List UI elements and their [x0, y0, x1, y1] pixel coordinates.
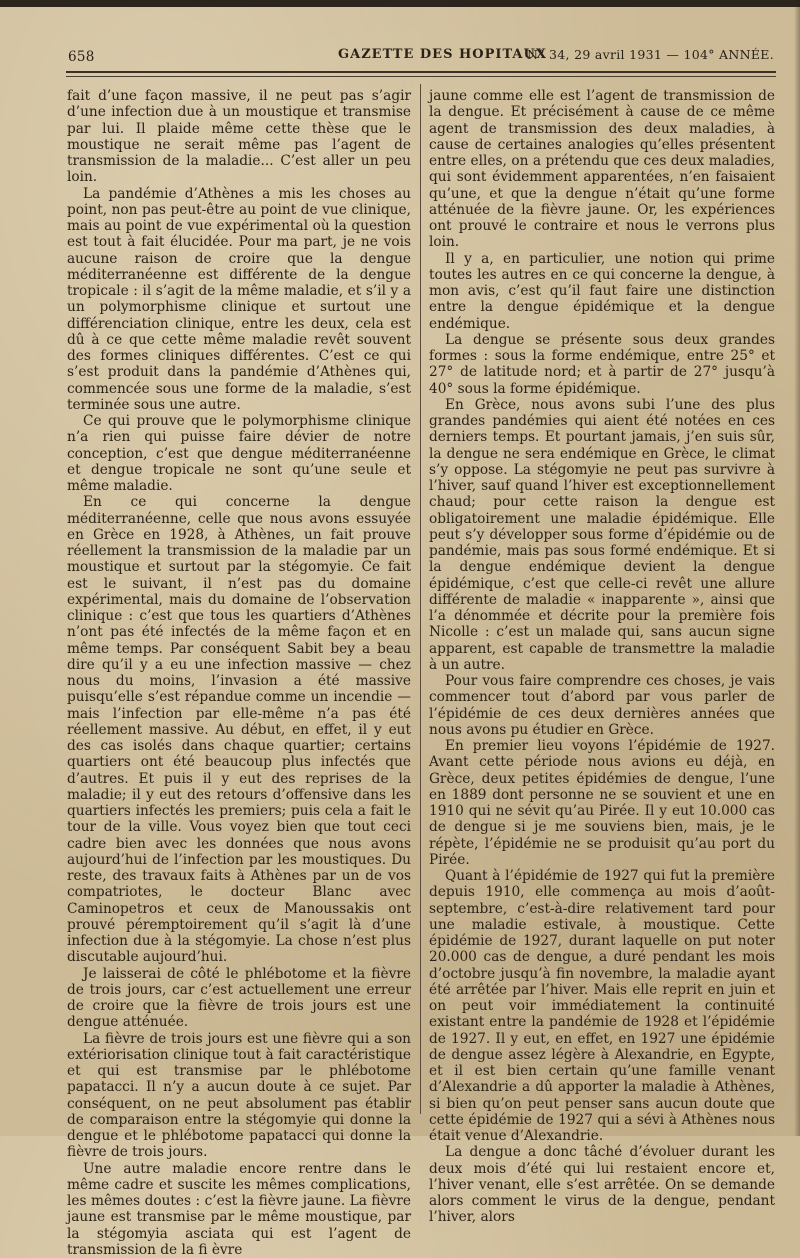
journal-title: GAZETTE DES HOPITAUX	[338, 47, 547, 62]
scan-top-edge	[0, 0, 800, 7]
header-rule	[66, 71, 776, 73]
paragraph: La dengue a donc tâché d’évoluer durant les deux mois d’été qui lui restaient encore et, l’hiver venant, elle s’est arrêtée. On se demande alors comment le virus de la dengue, pendant l’hiver, alors	[429, 1144, 775, 1225]
paragraph: La pandémie d’Athènes a mis les choses au point, non pas peut-être au point de vue clinique, mais au point de vue expérimental où la question est tout à fait élucidée. Pour ma part, je ne vois aucune raison de croire que la dengue méditerranéenne est différente de la dengue tropicale : il s’agit de la même maladie, et s’il y a un polymorphisme clinique et surtout une différenciation clinique, entre les deux, cela est dû à ce que cette même maladie revêt souvent des formes cliniques différentes. C’est ce qui s’est produit dans la pandémie d’Athènes qui, commencée sous une forme de la maladie, s’est terminée sous une autre.	[67, 186, 411, 414]
issue-info: N° 34, 29 avril 1931 — 104° ANNÉE.	[527, 47, 774, 62]
paragraph: fait d’une façon massive, il ne peut pas s’agir d’une infection due à un moustique et transmise par lui. Il plaide même cette thèse que le moustique ne serait même pas l’agent de transmission de la maladie... C’est aller un peu loin.	[67, 88, 411, 186]
right-column	[429, 88, 775, 1226]
scan-right-edge	[794, 0, 800, 1136]
paragraph: Je laisserai de côté le phlébotome et la fièvre de trois jours, car c’est actuellement une erreur de croire que la fièvre de trois jours est une dengue atténuée.	[67, 966, 411, 1031]
paragraph: Quant à l’épidémie de 1927 qui fut la première depuis 1910, elle commença au mois d’août-septembre, c’est-à-dire relativement tard pour une maladie estivale, à moustique. Cette épidémie de 1927, durant laquelle on put noter 20.000 cas de dengue, a duré pendant les mois d’octobre jusqu’à fin novembre, la maladie ayant été arrêtée par l’hiver. Mais elle reprit en juin et on peut voir immédiatement la continuité existant entre la pandémie de 1928 et l’épidémie de 1927. Il y eut, en effet, en 1927 une épidémie de dengue assez légère à Alexandrie, en Egypte, et il est bien certain qu’une famille venant d’Alexandrie a dû apporter la maladie à Athènes, si bien qu’on peut penser sans aucun doute que cette épidémie de 1927 qui a sévi à Athènes nous était venue d’Alexandrie.	[429, 868, 775, 1144]
page-header	[64, 46, 774, 68]
header-rule-thin	[66, 76, 776, 77]
paragraph: jaune comme elle est l’agent de transmission de la dengue. Et précisément à cause de ce même agent de transmission des deux maladies, à cause de certaines analogies qu’elles présentent entre elles, on a prétendu que ces deux maladies, qui sont évidemment apparentées, n’en faisaient qu’une, et que la dengue n’était qu’une forme atténuée de la fièvre jaune. Or, les expériences ont prouvé le contraire et nous le verrons plus loin.	[429, 88, 775, 251]
paragraph: En premier lieu voyons l’épidémie de 1927. Avant cette période nous avions eu déjà, en Grèce, deux petites épidémies de dengue, l’une en 1889 dont personne ne se souvient et une en 1910 qui ne sévit qu’au Pirée. Il y eut 10.000 cas de dengue si je me souviens bien, mais, je le répète, l’épidémie ne se produisit qu’au port du Pirée.	[429, 738, 775, 868]
paragraph: Pour vous faire comprendre ces choses, je vais commencer tout d’abord par vous parler de l’épidémie de ces deux dernières années que nous avons pu étudier en Grèce.	[429, 673, 775, 738]
left-column	[67, 88, 411, 1258]
column-divider	[420, 84, 421, 1114]
paragraph: En Grèce, nous avons subi l’une des plus grandes pandémies qui aient été notées en ces derniers temps. Et pourtant jamais, j’en suis sûr, la dengue ne sera endémique en Grèce, le climat s’y oppose. La stégomyie ne peut pas survivre à l’hiver, sauf quand l’hiver est exceptionnellement chaud; pour cette raison la dengue est obligatoirement une maladie épidémique. Elle peut s’y développer sous forme d’épidémie ou de pandémie, mais pas sous formé endémique. Et si la dengue endémique devient la dengue épidémique, c’est que celle-ci revêt une allure différente de maladie « inapparente », ainsi que l’a dénommée et décrite pour la première fois Nicolle : c’est un malade qui, sans aucun signe apparent, est capable de transmettre la maladie à un autre.	[429, 397, 775, 673]
paragraph: Une autre maladie encore rentre dans le même cadre et suscite les mêmes complications, les mêmes doutes : c’est la fièvre jaune. La fièvre jaune est transmise par le même moustique, par la stégomyia asciata qui est l’agent de transmission de la fi èvre	[67, 1161, 411, 1258]
paragraph: La fièvre de trois jours est une fièvre qui a son extériorisation clinique tout à fait caractéristique et qui est transmise par le phlébotome papatacci. Il n’y a aucun doute à ce sujet. Par conséquent, on ne peut absolument pas établir de comparaison entre la stégomyie qui donne la dengue et le phlébotome papatacci qui donne la fièvre de trois jours.	[67, 1031, 411, 1161]
paragraph: En ce qui concerne la dengue méditerranéenne, celle que nous avons essuyée en Grèce en 1928, à Athènes, un fait prouve réellement la transmission de la maladie par un moustique et surtout par la stégomyie. Ce fait est le suivant, il n’est pas du domaine expérimental, mais du domaine de l’observation clinique : c’est que tous les quartiers d’Athènes n’ont pas été infectés de la même façon et en même temps. Par conséquent Sabit bey a beau dire qu’il y a eu une infection massive — chez nous du moins, l’invasion a été massive puisqu’elle s’est répandue comme un incendie — mais l’infection par elle-même n’a pas été réellement massive. Au début, en effet, il y eut des cas isolés dans chaque quartier; certains quartiers ont été beaucoup plus infectés que d’autres. Et puis il y eut des reprises de la maladie; il y eut des retours d’offensive dans les quartiers infectés les premiers; puis cela a fait le tour de la ville. Vous voyez bien que tout ceci cadre bien avec les données que nous avons aujourd’hui de l’infection par les moustiques. Du reste, des travaux faits à Athènes par un de vos compatriotes, le docteur Blanc avec Caminopetros et ceux de Manoussakis ont prouvé péremptoirement qu’il s’agit là d’une infection due à la stégomyie. La chose n’est plus discutable aujourd’hui.	[67, 494, 411, 965]
paragraph: Il y a, en particulier, une notion qui prime toutes les autres en ce qui concerne la dengue, à mon avis, c’est qu’il faut faire une distinction entre la dengue épidémique et la dengue endémique.	[429, 251, 775, 332]
page-number: 658	[68, 49, 95, 65]
paragraph: La dengue se présente sous deux grandes formes : sous la forme endémique, entre 25° et 27° de latitude nord; et à partir de 27° jusqu’à 40° sous la forme épidémique.	[429, 332, 775, 397]
paragraph: Ce qui prouve que le polymorphisme clinique n’a rien qui puisse faire dévier de notre conception, c’est que dengue méditerranéenne et dengue tropicale ne sont qu’une seule et même maladie.	[67, 413, 411, 494]
